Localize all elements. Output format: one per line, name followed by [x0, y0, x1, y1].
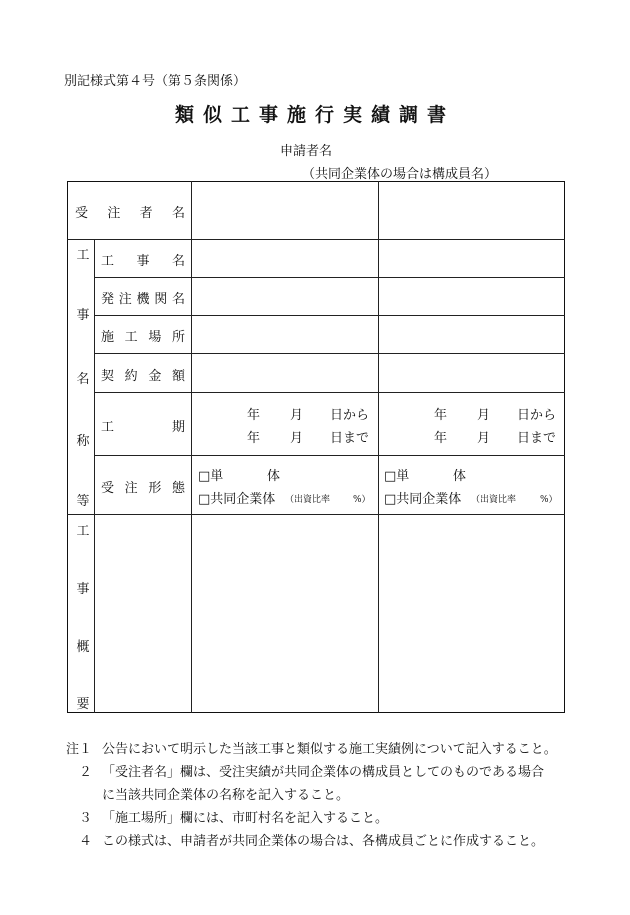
row-divider [67, 514, 565, 515]
period-day-to: 日まで [330, 431, 370, 446]
period-year: 年 [434, 408, 448, 423]
investment-ratio-unit: %） [353, 495, 371, 505]
row-divider [94, 392, 565, 393]
jv-checkbox[interactable]: □共同企業体 [198, 492, 276, 507]
note-item: ３ 「施工場所」欄には、市町村名を記入すること。 [78, 811, 389, 826]
period-day-from: 日から [517, 408, 557, 423]
row-divider [67, 239, 565, 240]
single-label-tail: 体 [267, 469, 281, 484]
overview-label-char: 概 [76, 640, 90, 655]
investment-ratio-label: （出資比率 [285, 495, 331, 505]
work-name-label: 工 事 名 [101, 254, 185, 269]
notes [64, 738, 630, 853]
investment-ratio-label: （出資比率 [471, 495, 517, 505]
overview-label-char: 工 [76, 524, 90, 539]
period-month: 月 [290, 431, 304, 446]
applicant-name-note: （共同企業体の場合は構成員名） [302, 167, 498, 182]
row-divider [94, 277, 565, 278]
row-divider [94, 315, 565, 316]
single-checkbox[interactable]: □単 [384, 469, 410, 484]
contractor-name-label: 受 注 者 名 [75, 206, 185, 221]
period-year: 年 [247, 431, 261, 446]
note-continuation: に当該共同企業体の名称を記入すること。 [102, 788, 350, 803]
single-checkbox[interactable]: □単 [198, 469, 224, 484]
contract-form-label: 受 注 形 態 [101, 481, 185, 496]
investment-ratio-unit: %） [540, 495, 558, 505]
document-title: 類似工事施行実績調書 [174, 104, 455, 126]
column-divider [378, 181, 379, 713]
period-day-to: 日まで [517, 431, 557, 446]
period-year: 年 [247, 408, 261, 423]
column-divider [191, 181, 192, 713]
note-item: ２ 「受注者名」欄は、受注実績が共同企業体の構成員としてのものである場合 [78, 765, 545, 780]
overview-label-char: 事 [76, 582, 90, 597]
period-month: 月 [477, 431, 491, 446]
note-item: 注１ 公告において明示した当該工事と類似する施工実績例について記入すること。 [65, 742, 557, 757]
period-label: 工 期 [101, 420, 185, 435]
single-label-tail: 体 [453, 469, 467, 484]
period-year: 年 [434, 431, 448, 446]
note-item: ４ この様式は、申請者が共同企業体の場合は、各構成員ごとに作成すること。 [78, 834, 545, 849]
amount-label: 契 約 金 額 [101, 369, 185, 384]
period-month: 月 [290, 408, 304, 423]
period-month: 月 [477, 408, 491, 423]
group-label-char: 称 [76, 434, 90, 449]
row-divider [94, 353, 565, 354]
group-label-char: 工 [76, 248, 90, 263]
row-divider [94, 455, 565, 456]
ordering-agency-label: 発 注 機 関 名 [101, 292, 185, 307]
jv-checkbox[interactable]: □共同企業体 [384, 492, 462, 507]
group-label-char: 事 [76, 308, 90, 323]
group-label-char: 等 [76, 494, 90, 509]
period-day-from: 日から [330, 408, 370, 423]
group-label-char: 名 [76, 372, 90, 387]
site-label: 施 工 場 所 [101, 330, 185, 345]
form-number: 別記様式第４号（第５条関係） [64, 74, 247, 89]
overview-label-char: 要 [76, 697, 90, 712]
applicant-name-label: 申請者名 [280, 144, 333, 159]
column-divider [94, 239, 95, 713]
